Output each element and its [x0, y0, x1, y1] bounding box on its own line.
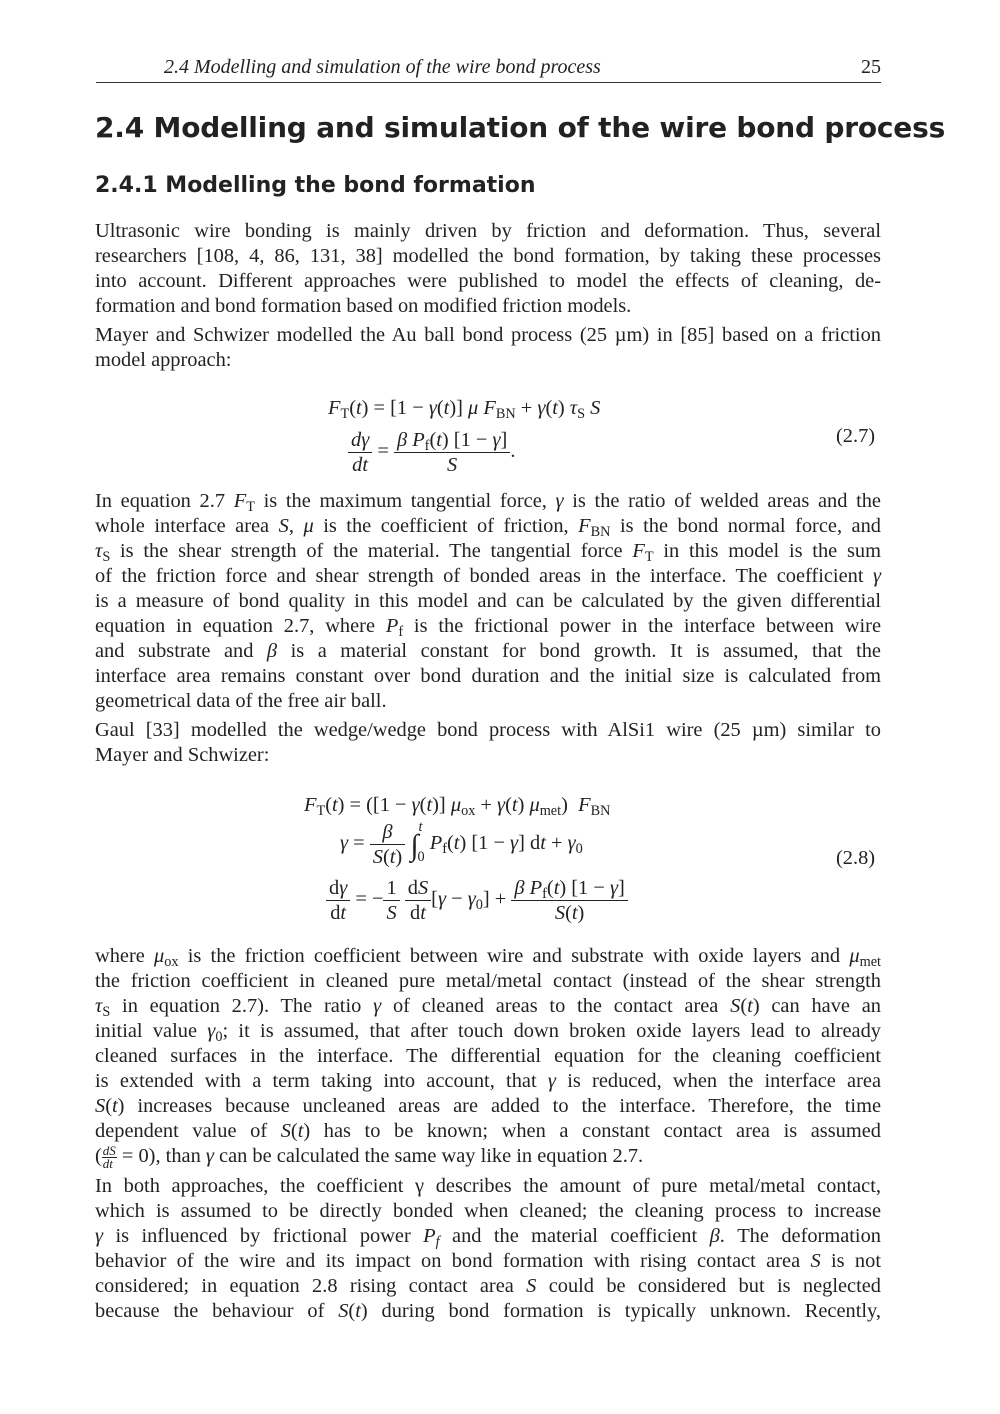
text-line: which is assumed to be directly bonded when cleaned; the cleaning process to increase	[95, 1200, 881, 1222]
text-line: researchers [108, 4, 86, 131, 38] modelled the bond formation, by taking these processes	[95, 245, 881, 267]
text-line: the friction coefficient in cleaned pure metal/metal contact (instead of the shear strength	[95, 970, 881, 992]
running-header	[96, 56, 881, 83]
subsection-heading: 2.4.1 Modelling the bond formation	[95, 173, 536, 198]
paragraph-eq-2-8-explanation	[95, 944, 881, 1169]
text-line: Gaul [33] modelled the wedge/wedge bond process with AlSi1 wire (25 µm) similar to	[95, 719, 881, 741]
text-line: S(t) increases because uncleaned areas are added to the interface. Therefore, the time	[95, 1095, 881, 1117]
text-line: because the behaviour of S(t) during bond formation is typically unknown. Recently,	[95, 1300, 881, 1322]
text-line: into account. Different approaches were published to model the effects of cleaning, de-	[95, 270, 881, 292]
text-line: interface area remains constant over bond duration and the initial size is calculated from	[95, 665, 881, 687]
text-fragment: and the material coefficient	[452, 1225, 698, 1247]
text-line: and substrate and β is a material constant for bond growth. It is assumed, that the	[95, 640, 881, 662]
equation-2-7-line-2: $\frac{d\gamma}{dt}$ = $\frac{\beta P_f(t) [1 - \gamma]}{S}$ .	[348, 428, 515, 477]
page-number: 25	[861, 56, 881, 78]
text-line: dependent value of S(t) has to be known; when a constant contact area is assumed	[95, 1120, 881, 1142]
text-line: equation in equation 2.7, where $P_f$ is the frictional power in the interface between wire	[95, 615, 881, 640]
paragraph-gaul	[95, 718, 881, 768]
equation-2-8-line-1: $F_T(t) = ([1 - \gamma(t)] \mu_{ox} + \gamma(t)$ $\mu_{met}$) $F_{BN}$	[304, 794, 611, 819]
text-line: considered; in equation 2.8 rising contact area S could be considered but is neglected	[95, 1275, 882, 1297]
text-line: is extended with a term taking into account, that γ is reduced, when the interface area	[95, 1070, 881, 1092]
text-line: formation and bond formation based on modified friction models.	[95, 295, 632, 317]
text-line: ( $\frac{dS}{dt}$ = 0), than γ can be calculated the same way like in equation 2.7.	[95, 1142, 644, 1171]
equation-number-2-8: (2.8)	[836, 847, 876, 869]
running-header-title: 2.4 Modelling and simulation of the wire bond process	[164, 56, 601, 78]
paragraph-mayer-schwizer	[95, 323, 881, 373]
text-line: Mayer and Schwizer:	[95, 744, 270, 766]
text-line: where $\mu_{ox}$ is the friction coefficient between wire and substrate with oxide layers and $\mu_{met}$	[95, 945, 881, 970]
equation-number-2-7: (2.7)	[836, 425, 876, 447]
text-line: γ is influenced by frictional power $P_f$ and the material coefficient β. The deformation	[95, 1225, 881, 1250]
text-line: $\tau_S$ is the shear strength of the material. The tangential force $F_T$ in this model is the sum	[95, 540, 881, 565]
text-line: geometrical data of the free air ball.	[95, 690, 387, 712]
text-line: In equation 2.7 $F_T$ is the maximum tangential force, γ is the ratio of welded areas and the	[95, 490, 881, 515]
equation-2-7-line-1: $F_T(t) = [1 - \gamma(t)]$ μ $F_{BN} + \gamma(t)$ $\tau_S$ S	[328, 397, 601, 422]
text-line: In both approaches, the coefficient γ describes the amount of pure metal/metal contact,	[95, 1175, 881, 1197]
text-line: model approach:	[95, 349, 232, 371]
paragraph-intro	[95, 219, 881, 319]
paragraph-eq-2-7-explanation	[95, 489, 881, 714]
text-line: initial value $\gamma_0$; it is assumed, that after touch down broken oxide layers lead to already	[95, 1020, 881, 1045]
text-line: cleaned surfaces in the interface. The differential equation for the cleaning coefficient	[95, 1045, 881, 1067]
paragraph-both-approaches	[95, 1174, 881, 1324]
text-line: whole interface area S, μ is the coefficient of friction, $F_{BN}$ is the bond normal force, and	[95, 515, 881, 540]
equation-2-8-line-2: γ = $\frac{\beta}{S(t)}$ ∫$^t_0$ $P_f(t) [1 - \gamma]$ dt + $\gamma_0$	[340, 819, 583, 868]
equation-2-8-line-3: $\frac{d\gamma}{dt}$ = − $\frac{1}{S}$ $\frac{dS}{dt}$ $[\gamma - \gamma_0]$ + $\frac{\beta P_f(t) [1 - \gamma]}{S(t)}$	[326, 876, 628, 925]
text-line: Mayer and Schwizer modelled the Au ball bond process (25 µm) in [85] based on a friction	[95, 324, 881, 346]
text-line: is a measure of bond quality in this model and can be calculated by the given differential	[95, 590, 881, 612]
text-line: behavior of the wire and its impact on bond formation with rising contact area S is not	[95, 1250, 881, 1272]
text-line: Ultrasonic wire bonding is mainly driven by friction and deformation. Thus, several	[95, 220, 881, 242]
text-line: of the friction force and shear strength of bonded areas in the interface. The coefficient γ	[95, 565, 881, 587]
text-line: $\tau_S$ in equation 2.7). The ratio γ of cleaned areas to the contact area S(t) can have an	[95, 995, 881, 1020]
section-heading: 2.4 Modelling and simulation of the wire bond process	[95, 111, 946, 144]
